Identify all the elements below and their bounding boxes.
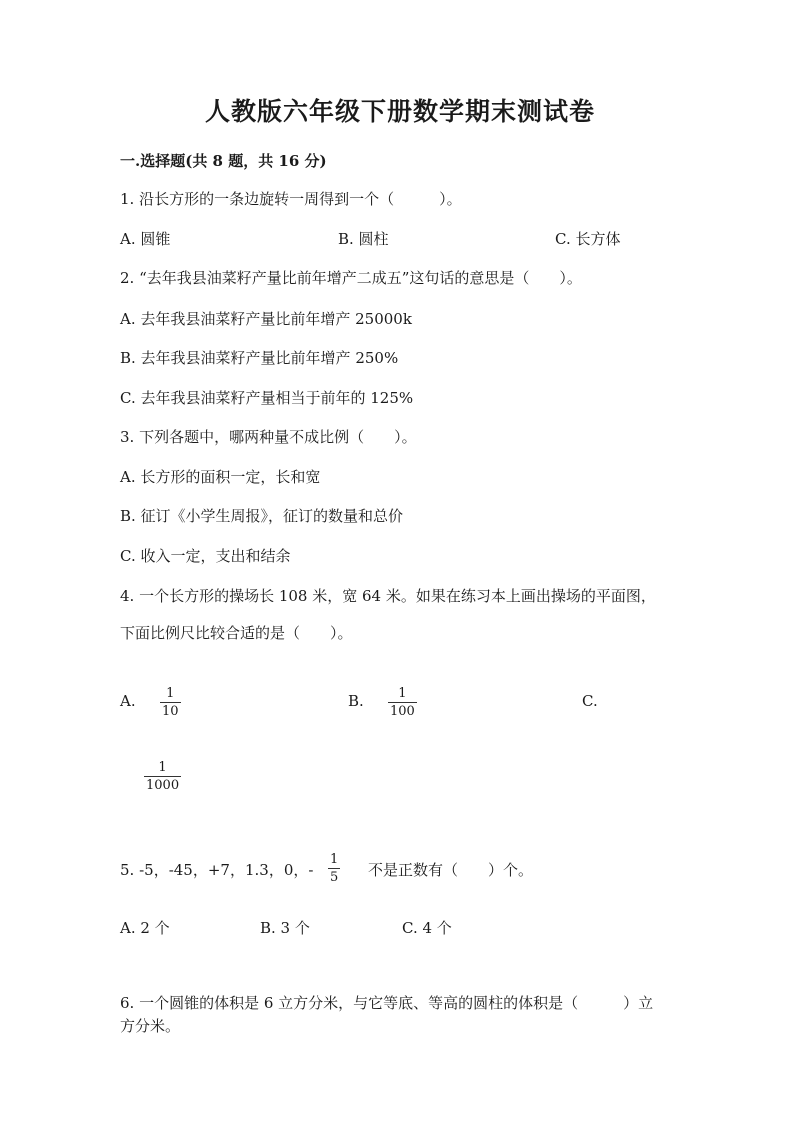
question-4-option-b-fraction	[388, 686, 417, 719]
question-5-fraction	[328, 852, 340, 885]
question-6-stem-line-2: 方分米。	[120, 1017, 181, 1035]
question-2-stem: 2. “去年我县油菜籽产量比前年增产二成五”这句话的意思是（ ）。	[120, 269, 582, 287]
fraction-bar	[144, 776, 181, 777]
question-1-option-a[interactable]: A. 圆锥	[120, 230, 171, 248]
fraction-bar	[160, 702, 181, 703]
fraction-numerator: 1	[158, 760, 167, 775]
question-1-stem: 1. 沿长方形的一条边旋转一周得到一个（ ）。	[120, 190, 462, 208]
question-3-stem: 3. 下列各题中，哪两种量不成比例（ ）。	[120, 428, 417, 446]
question-4-option-c-label[interactable]: C.	[582, 692, 598, 710]
question-1-option-b[interactable]: B. 圆柱	[338, 230, 389, 248]
page-title: 人教版六年级下册数学期末测试卷	[204, 97, 595, 126]
question-1-option-c[interactable]: C. 长方体	[555, 230, 621, 248]
fraction-denominator: 1000	[146, 778, 180, 793]
question-5-stem-start: 5. -5，-45，+7，1.3，0，-	[120, 861, 314, 879]
question-5-option-c[interactable]: C. 4 个	[402, 919, 452, 937]
question-6-stem-line-1: 6. 一个圆锥的体积是 6 立方分米，与它等底、等高的圆柱的体积是（ ）立	[120, 994, 654, 1012]
fraction-denominator: 100	[390, 704, 415, 719]
fraction-numerator: 1	[398, 686, 407, 701]
section-heading: 一.选择题(共 8 题，共 16 分)	[120, 152, 327, 170]
question-4-stem-line-2: 下面比例尺比较合适的是（ ）。	[120, 624, 353, 642]
fraction-bar	[328, 868, 340, 869]
fraction-denominator: 5	[330, 870, 339, 885]
fraction-numerator: 1	[166, 686, 175, 701]
question-3-option-c[interactable]: C. 收入一定，支出和结余	[120, 547, 291, 565]
fraction-numerator: 1	[330, 852, 339, 867]
question-3-option-a[interactable]: A. 长方形的面积一定，长和宽	[120, 468, 321, 486]
question-3-option-b[interactable]: B. 征订《小学生周报》，征订的数量和总价	[120, 507, 404, 525]
question-2-option-c[interactable]: C. 去年我县油菜籽产量相当于前年的 125%	[120, 389, 414, 407]
question-5-stem-end: 不是正数有（ ）个。	[368, 861, 534, 879]
question-5-option-a[interactable]: A. 2 个	[120, 919, 170, 937]
question-4-option-a-label[interactable]: A.	[120, 692, 136, 710]
question-4-stem-line-1: 4. 一个长方形的操场长 108 米，宽 64 米。如果在练习本上画出操场的平面图，	[120, 587, 656, 605]
question-2-option-b[interactable]: B. 去年我县油菜籽产量比前年增产 250%	[120, 349, 399, 367]
question-4-option-b-label[interactable]: B.	[348, 692, 364, 710]
question-4-option-a-fraction	[160, 686, 181, 719]
question-4-option-c-fraction	[144, 760, 181, 793]
fraction-denominator: 10	[162, 704, 179, 719]
fraction-bar	[388, 702, 417, 703]
question-2-option-a[interactable]: A. 去年我县油菜籽产量比前年增产 25000k	[120, 310, 412, 328]
question-5-option-b[interactable]: B. 3 个	[260, 919, 310, 937]
